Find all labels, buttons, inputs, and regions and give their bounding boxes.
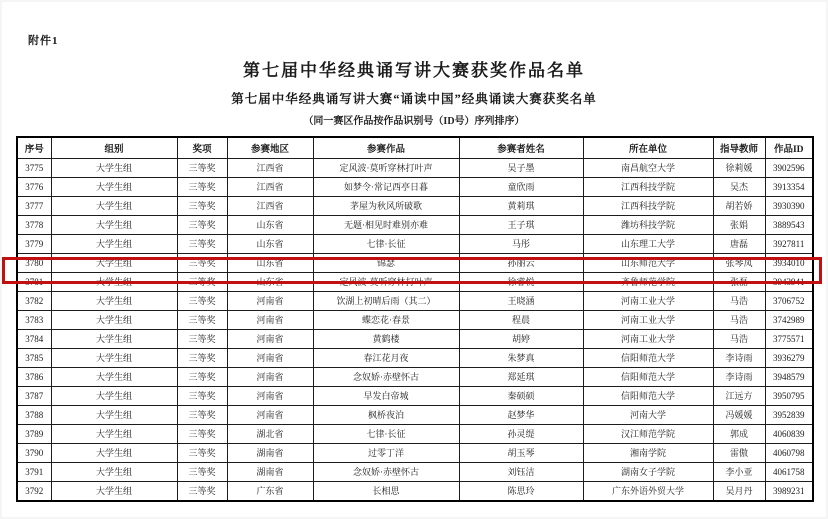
cell-work_id: 3927811 (765, 235, 813, 254)
table-row (17, 387, 813, 406)
cell-region: 河南省 (227, 349, 313, 368)
cell-work_id: 4061758 (765, 463, 813, 482)
cell-award: 三等奖 (177, 159, 227, 178)
cell-region: 河南省 (227, 368, 313, 387)
cell-work: 定风波·莫听穿林打叶声 (313, 159, 459, 178)
cell-unit: 山东师范大学 (583, 254, 713, 273)
cell-id: 3786 (17, 368, 51, 387)
cell-award: 三等奖 (177, 292, 227, 311)
cell-work_id: 3952839 (765, 406, 813, 425)
cell-advisor: 吴杰 (713, 178, 765, 197)
cell-id: 3780 (17, 254, 51, 273)
column-header-unit: 所在单位 (583, 137, 713, 159)
cell-advisor: 马浩 (713, 330, 765, 349)
cell-work_id: 4060839 (765, 425, 813, 444)
cell-group: 大学生组 (51, 254, 177, 273)
table-row (17, 463, 813, 482)
cell-unit: 信阳师范大学 (583, 368, 713, 387)
awards-table (16, 136, 814, 502)
cell-name: 胡婷 (459, 330, 583, 349)
cell-advisor: 李诗雨 (713, 349, 765, 368)
cell-advisor: 胡若娇 (713, 197, 765, 216)
cell-work_id: 4060798 (765, 444, 813, 463)
table-row (17, 311, 813, 330)
cell-award: 三等奖 (177, 444, 227, 463)
cell-region: 广东省 (227, 482, 313, 502)
cell-name: 朱梦真 (459, 349, 583, 368)
cell-advisor: 郭成 (713, 425, 765, 444)
table-row (17, 330, 813, 349)
cell-work: 如梦令·常记西亭日暮 (313, 178, 459, 197)
cell-award: 三等奖 (177, 463, 227, 482)
cell-unit: 湘南学院 (583, 444, 713, 463)
table-body (17, 159, 813, 502)
cell-region: 湖南省 (227, 444, 313, 463)
cell-id: 3788 (17, 406, 51, 425)
cell-award: 三等奖 (177, 349, 227, 368)
cell-advisor: 张琴凤 (713, 254, 765, 273)
cell-award: 三等奖 (177, 368, 227, 387)
cell-unit: 广东外语外贸大学 (583, 482, 713, 502)
cell-advisor: 雷傲 (713, 444, 765, 463)
cell-work: 念奴娇·赤壁怀古 (313, 463, 459, 482)
cell-group: 大学生组 (51, 349, 177, 368)
cell-award: 三等奖 (177, 387, 227, 406)
cell-name: 秦硕硕 (459, 387, 583, 406)
cell-unit: 信阳师范大学 (583, 349, 713, 368)
cell-award: 三等奖 (177, 197, 227, 216)
cell-work_id: 3989231 (765, 482, 813, 502)
cell-work: 早发白帝城 (313, 387, 459, 406)
cell-group: 大学生组 (51, 292, 177, 311)
cell-advisor: 江远方 (713, 387, 765, 406)
cell-id: 3791 (17, 463, 51, 482)
table-row (17, 273, 813, 292)
cell-name: 吴子墨 (459, 159, 583, 178)
column-header-name: 参赛者姓名 (459, 137, 583, 159)
cell-region: 河南省 (227, 311, 313, 330)
cell-region: 山东省 (227, 235, 313, 254)
cell-award: 三等奖 (177, 254, 227, 273)
cell-group: 大学生组 (51, 463, 177, 482)
cell-work: 饮湖上初晴后雨（其二） (313, 292, 459, 311)
cell-work_id: 3934010 (765, 254, 813, 273)
cell-unit: 山东理工大学 (583, 235, 713, 254)
cell-region: 河南省 (227, 406, 313, 425)
table-row (17, 444, 813, 463)
cell-region: 山东省 (227, 273, 313, 292)
cell-unit: 江西科技学院 (583, 178, 713, 197)
cell-id: 3779 (17, 235, 51, 254)
cell-work: 茅屋为秋风所破歌 (313, 197, 459, 216)
table-header-row (17, 137, 813, 159)
cell-id: 3785 (17, 349, 51, 368)
column-header-advisor: 指导教师 (713, 137, 765, 159)
page-subtitle: 第七届中华经典诵写讲大赛“诵读中国”经典诵读大赛获奖名单 (231, 92, 597, 106)
cell-id: 3783 (17, 311, 51, 330)
cell-unit: 河南工业大学 (583, 330, 713, 349)
cell-work: 黄鹤楼 (313, 330, 459, 349)
cell-id: 3790 (17, 444, 51, 463)
cell-work: 长相思 (313, 482, 459, 502)
cell-work: 蝶恋花·春景 (313, 311, 459, 330)
cell-name: 胡玉琴 (459, 444, 583, 463)
cell-work_id: 3930390 (765, 197, 813, 216)
cell-group: 大学生组 (51, 235, 177, 254)
column-header-id: 序号 (17, 137, 51, 159)
cell-award: 三等奖 (177, 216, 227, 235)
attachment-label: 附件1 (28, 35, 59, 47)
cell-award: 三等奖 (177, 311, 227, 330)
cell-award: 三等奖 (177, 273, 227, 292)
cell-name: 孙丽云 (459, 254, 583, 273)
table-row (17, 254, 813, 273)
cell-id: 3778 (17, 216, 51, 235)
cell-group: 大学生组 (51, 216, 177, 235)
cell-unit: 湖南女子学院 (583, 463, 713, 482)
cell-region: 河南省 (227, 387, 313, 406)
cell-id: 3777 (17, 197, 51, 216)
cell-name: 程晨 (459, 311, 583, 330)
table-row (17, 178, 813, 197)
cell-advisor: 李诗雨 (713, 368, 765, 387)
cell-unit: 河南工业大学 (583, 292, 713, 311)
column-header-region: 参赛地区 (227, 137, 313, 159)
cell-group: 大学生组 (51, 273, 177, 292)
cell-name: 徐睿悦 (459, 273, 583, 292)
cell-id: 3781 (17, 273, 51, 292)
cell-id: 3776 (17, 178, 51, 197)
sort-order-note: （同一赛区作品按作品识别号（ID号）序列排序） (303, 116, 525, 127)
cell-unit: 汉江师范学院 (583, 425, 713, 444)
table-row (17, 482, 813, 502)
cell-work_id: 3936279 (765, 349, 813, 368)
cell-advisor: 马浩 (713, 311, 765, 330)
cell-region: 河南省 (227, 330, 313, 349)
cell-group: 大学生组 (51, 330, 177, 349)
cell-name: 马彤 (459, 235, 583, 254)
cell-unit: 河南大学 (583, 406, 713, 425)
cell-region: 湖北省 (227, 425, 313, 444)
cell-award: 三等奖 (177, 235, 227, 254)
cell-group: 大学生组 (51, 197, 177, 216)
cell-award: 三等奖 (177, 406, 227, 425)
table-row (17, 406, 813, 425)
cell-name: 孙灵缇 (459, 425, 583, 444)
cell-name: 王晓涵 (459, 292, 583, 311)
cell-group: 大学生组 (51, 482, 177, 502)
cell-id: 3789 (17, 425, 51, 444)
cell-region: 江西省 (227, 159, 313, 178)
table-row (17, 235, 813, 254)
cell-work: 过零丁洋 (313, 444, 459, 463)
cell-work: 锦瑟 (313, 254, 459, 273)
cell-work_id: 3948579 (765, 368, 813, 387)
cell-name: 赵梦华 (459, 406, 583, 425)
cell-advisor: 吴月丹 (713, 482, 765, 502)
cell-advisor: 唐磊 (713, 235, 765, 254)
cell-work_id: 3889543 (765, 216, 813, 235)
cell-group: 大学生组 (51, 425, 177, 444)
cell-work: 定风波·莫听穿林打叶声 (313, 273, 459, 292)
cell-work: 无题·相见时难别亦难 (313, 216, 459, 235)
cell-id: 3792 (17, 482, 51, 502)
cell-advisor: 冯媛媛 (713, 406, 765, 425)
cell-work_id: 3943941 (765, 273, 813, 292)
cell-id: 3775 (17, 159, 51, 178)
cell-unit: 齐鲁师范学院 (583, 273, 713, 292)
cell-name: 刘钰洁 (459, 463, 583, 482)
cell-advisor: 徐莉媛 (713, 159, 765, 178)
cell-name: 郑延琪 (459, 368, 583, 387)
cell-unit: 江西科技学院 (583, 197, 713, 216)
column-header-award: 奖项 (177, 137, 227, 159)
cell-region: 河南省 (227, 292, 313, 311)
table-row (17, 425, 813, 444)
cell-work_id: 3913354 (765, 178, 813, 197)
cell-group: 大学生组 (51, 406, 177, 425)
cell-work: 念奴娇·赤壁怀古 (313, 368, 459, 387)
column-header-work: 参赛作品 (313, 137, 459, 159)
cell-region: 山东省 (227, 216, 313, 235)
cell-group: 大学生组 (51, 368, 177, 387)
cell-award: 三等奖 (177, 425, 227, 444)
cell-work: 春江花月夜 (313, 349, 459, 368)
cell-group: 大学生组 (51, 311, 177, 330)
cell-work: 七律·长征 (313, 235, 459, 254)
table-row (17, 159, 813, 178)
cell-work_id: 3950795 (765, 387, 813, 406)
cell-work: 七律·长征 (313, 425, 459, 444)
cell-award: 三等奖 (177, 178, 227, 197)
cell-unit: 信阳师范大学 (583, 387, 713, 406)
cell-advisor: 张娟 (713, 216, 765, 235)
cell-unit: 南昌航空大学 (583, 159, 713, 178)
cell-unit: 潍坊科技学院 (583, 216, 713, 235)
cell-work_id: 3706752 (765, 292, 813, 311)
cell-work: 枫桥夜泊 (313, 406, 459, 425)
cell-advisor: 马浩 (713, 292, 765, 311)
table-header (17, 137, 813, 159)
cell-unit: 河南工业大学 (583, 311, 713, 330)
cell-id: 3784 (17, 330, 51, 349)
column-header-work_id: 作品ID (765, 137, 813, 159)
cell-group: 大学生组 (51, 178, 177, 197)
cell-name: 陈思玲 (459, 482, 583, 502)
cell-region: 湖南省 (227, 463, 313, 482)
cell-name: 王子琪 (459, 216, 583, 235)
cell-group: 大学生组 (51, 444, 177, 463)
page-title: 第七届中华经典诵写讲大赛获奖作品名单 (243, 61, 585, 80)
column-header-group: 组别 (51, 137, 177, 159)
cell-name: 黄莉琪 (459, 197, 583, 216)
table-row (17, 197, 813, 216)
table-row (17, 368, 813, 387)
cell-work_id: 3902596 (765, 159, 813, 178)
cell-region: 江西省 (227, 197, 313, 216)
table-row (17, 349, 813, 368)
cell-region: 山东省 (227, 254, 313, 273)
cell-region: 江西省 (227, 178, 313, 197)
table-row (17, 292, 813, 311)
cell-award: 三等奖 (177, 330, 227, 349)
cell-advisor: 李小亚 (713, 463, 765, 482)
cell-id: 3787 (17, 387, 51, 406)
table-row (17, 216, 813, 235)
cell-group: 大学生组 (51, 159, 177, 178)
cell-work_id: 3775571 (765, 330, 813, 349)
cell-work_id: 3742989 (765, 311, 813, 330)
cell-award: 三等奖 (177, 482, 227, 502)
cell-group: 大学生组 (51, 387, 177, 406)
cell-id: 3782 (17, 292, 51, 311)
cell-advisor: 张磊 (713, 273, 765, 292)
cell-name: 童欣雨 (459, 178, 583, 197)
